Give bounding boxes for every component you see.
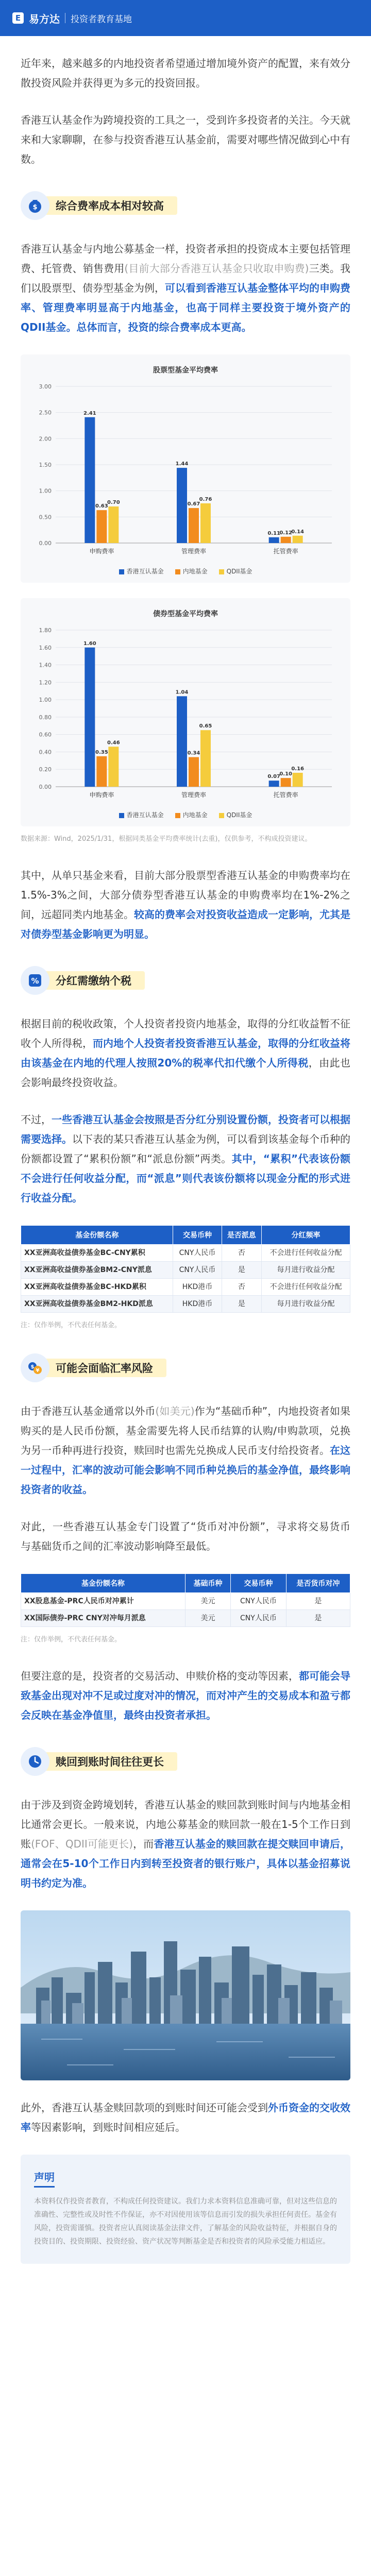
fx-paragraph-3 [21,1666,350,1725]
skyline-illustration [21,1910,350,2080]
legend-label: 内地基金 [182,568,208,575]
data-label: 0.11 [267,530,281,536]
data-label: 1.04 [175,689,189,696]
tax-percent-icon [21,966,49,995]
clock-icon [21,1747,49,1776]
legend-item [219,567,252,575]
data-label: 0.07 [267,774,281,780]
text-span: 由于涉及到资金跨境划转，香港互认基金的赎回款到账时间与内地基金相比通常会更长。一般来说，内地公募基金的赎回款一般在1-5个工作日到账 [21,1799,350,1850]
table-cell: 每月进行收益分配 [262,1296,350,1313]
stock-fee-chart-plot [29,378,342,564]
table-header: 是否货币对冲 [286,1574,350,1593]
bar [189,508,199,543]
highlight-span: 可以看到香港互认基金整体平均的申购费率、管理费率明显高于内地基金，也高于同样主要投资于境外资产的QDII基金。总体而言，投资的综合费率成本更高。 [21,282,350,333]
brand-logo-icon: E [12,12,24,24]
highlight-span: 外币资金的交收效率 [21,2102,350,2133]
section-heading-fx [21,1352,350,1384]
y-tick-label: 1.00 [39,697,52,704]
data-label: 0.34 [187,750,200,756]
bar [293,773,303,787]
text-span: 三类。我们以股票型、债券型基金为例， [21,262,351,294]
x-tick-label: 托管费率 [273,548,298,555]
currency-exchange-icon [21,1353,49,1382]
bar [177,468,187,543]
disclaimer-title: 声明 [34,2169,55,2188]
bar [96,756,107,787]
table-row [21,1296,350,1313]
table-cell: XX亚洲高收益债券基金BC-CNY累积 [21,1245,173,1262]
y-tick-label: 3.00 [39,383,52,390]
bar [85,417,95,543]
table-cell: XX亚洲高收益债券基金BC-HKD累积 [21,1279,173,1296]
table-cell: 否 [222,1279,262,1296]
table-row [21,1279,350,1296]
table-cell: 不会进行任何收益分配 [262,1279,350,1296]
section-title: 综合费率成本相对较高 [44,196,177,215]
text-span: 以下表的某只香港互认基金为例，可以看到该基金每个币种的份额都设置了“累积份额”和“派息份额”两类。 [21,1133,350,1165]
legend-item [119,810,164,819]
y-tick-label: 0.00 [39,784,52,790]
table-header: 交易币种 [231,1574,286,1593]
redemption-paragraph-2 [21,2098,350,2137]
table-cell: HKD港币 [173,1279,222,1296]
data-label: 0.65 [199,723,212,730]
text-span: 香港互认基金与内地公募基金一样，投资者承担的投资成本主要包括管理费、托管费、销售费用 [21,243,350,275]
header-subtitle: 投资者教育基地 [71,14,132,25]
text-note-span: (目前大部分香港互认基金只收取申购费) [124,262,309,275]
text-span: 等因素影响，到账时间相应延后。 [31,2121,185,2133]
fx-paragraph-1 [21,1401,350,1499]
data-label: 1.60 [83,640,96,647]
brand-name: 易方达 [29,13,60,25]
y-tick-label: 1.80 [39,627,52,634]
bar [269,781,279,787]
y-tick-label: 0.60 [39,731,52,738]
x-tick-label: 申购费率 [89,548,114,555]
data-label: 0.70 [107,500,120,506]
stock-fee-chart [21,354,350,583]
data-label: 0.12 [279,530,293,536]
legend-item [175,810,208,819]
legend-label: QDII基金 [226,568,252,575]
bond-fee-chart [21,598,350,826]
legend-label: QDII基金 [226,811,252,819]
highlight-span: 而内地个人投资者投资香港互认基金，取得的分红收益将由该基金在内地的代理人按照20%的税率代扣代缴个人所得税 [21,1037,350,1069]
table-cell: CNY人民币 [173,1262,222,1279]
table-header-row [21,1226,350,1245]
text-span: ，而 [133,1838,154,1850]
table-cell: XX亚洲高收益债券基金BM2-HKD派息 [21,1296,173,1313]
x-tick-label: 管理费率 [181,791,207,799]
intro-paragraph-1: 近年来，越来越多的内地投资者希望通过增加境外资产的配置，来有效分散投资风险并获得更为多元的投资回报。 [21,57,350,89]
highlight-span: 都可能会导致基金出现对冲不足或过度对冲的情况，而对冲产生的交易成本和盈亏都会反映在基金净值里，最终由投资者承担。 [21,1670,350,1721]
text-span: 作为“基础币种”，内地投资者如果购买的是人民币份额，基金需要先将人民币结算的认购/申购款项，兑换为另一币种再进行投资，赎回时也需先兑换成人民币支付给投资者。 [21,1405,351,1456]
legend-item [175,567,208,575]
text-note-span: (如美元) [155,1405,195,1417]
highlight-span: 一些香港互认基金会按照是否分红分别设置份额，投资者可以根据需要选择。 [21,1113,350,1145]
header-bar [0,0,371,36]
y-tick-label: 0.00 [39,540,52,547]
y-tick-label: 1.00 [39,487,52,495]
data-label: 2.41 [83,410,96,416]
table-cell: CNY人民币 [231,1610,286,1627]
svg-text:%: % [31,976,39,986]
table-header: 分红频率 [262,1226,350,1245]
bar [281,537,291,543]
table-cell: XX股息基金-PRC人民币对冲累计 [21,1593,185,1610]
table-header: 基础币种 [185,1574,230,1593]
highlight-span: 香港互认基金的赎回款在提交赎回申请后，通常会在5-10个工作日内到转至投资者的银行账户，具体以基金招募说明书约定为准。 [21,1838,351,1889]
legend-label: 香港互认基金 [126,568,164,575]
table-cell: XX亚洲高收益债券基金BM2-CNY派息 [21,1262,173,1279]
svg-text:¥: ¥ [36,1368,40,1374]
chart-title: 股票型基金平均费率 [153,366,218,375]
bar [200,730,211,787]
data-label: 0.76 [199,496,212,502]
bar [281,778,291,787]
table-cell: 是 [222,1296,262,1313]
text-span: ，由此也会影响最终投资收益。 [21,1057,351,1089]
table-header: 基金份额名称 [21,1226,173,1245]
data-label: 1.44 [175,461,189,467]
bar [293,536,303,543]
svg-text:$: $ [32,204,38,211]
bar [200,503,211,543]
chart-legend [29,810,342,819]
text-span: 不过， [21,1113,52,1126]
redemption-paragraph-1 [21,1795,350,1893]
data-label: 0.10 [279,771,293,777]
table-note: 注：仅作举例，不代表任何基金。 [21,1321,122,1329]
chart-title: 债券型基金平均费率 [153,610,218,618]
bar [269,537,279,543]
disclaimer-text: 本资料仅作投资者教育，不构成任何投资建议。我们力求本资料信息准确可靠，但对这些信息的准确性、完整性或及时性不作保证，亦不对因使用该等信息而引发的损失承担任何责任。基金有风险，投资需谨慎。投资者应认真阅读基金法律文件，了解基金的风险收益特征，并根据自身的投资目的、投资期限、投资经验、资产状况等判断基金是否和投资者的风险承受能力相适应。 [34,2197,337,2246]
bond-fee-chart-plot [29,622,342,807]
table-row [21,1610,350,1627]
bar [108,506,119,543]
legend-label: 香港互认基金 [126,811,164,819]
highlight-span: 较高的费率会对投资收益造成一定影响，尤其是对债券型基金影响更为明显。 [21,908,350,940]
fees-paragraph-1 [21,239,350,337]
table-cell: HKD港币 [173,1296,222,1313]
x-tick-label: 管理费率 [181,548,207,555]
data-label: 0.14 [291,529,305,535]
legend-item [219,810,252,819]
text-span: 根据目前的税收政策，个人投资者投资内地基金，取得的分红收益暂不征收个人所得税， [21,1018,350,1049]
legend-label: 内地基金 [182,811,208,819]
section-title: 赎回到账时间往往更长 [44,1752,177,1771]
table-header: 交易币种 [173,1226,222,1245]
y-tick-label: 0.50 [39,514,52,521]
bar [85,648,95,787]
table-cell: 否 [222,1245,262,1262]
table-row [21,1245,350,1262]
section-title: 分红需缴纳个税 [44,971,145,990]
intro-paragraph-2: 香港互认基金作为跨境投资的工具之一，受到许多投资者的关注。今天就来和大家聊聊，在参与投资香港互认基金前，需要对哪些情况做到心中有数。 [21,114,350,165]
table-header: 是否派息 [222,1226,262,1245]
text-span: 此外，香港互认基金赎回款项的到账时间还可能会受到 [21,2102,268,2114]
table-cell: CNY人民币 [173,1245,222,1262]
dividend-share-table [21,1225,350,1313]
section-title: 可能会面临汇率风险 [44,1359,166,1377]
fees-paragraph-2 [21,866,350,944]
table-note: 注：仅作举例，不代表任何基金。 [21,1636,122,1643]
y-tick-label: 0.20 [39,766,52,773]
bar [189,757,199,787]
data-label: 0.16 [291,766,305,772]
y-tick-label: 1.40 [39,662,52,669]
y-tick-label: 0.40 [39,749,52,756]
y-tick-label: 2.50 [39,409,52,416]
tax-paragraph-2 [21,1110,350,1208]
chart-source-note: 数据来源：Wind，2025/1/31，根据同类基金平均费率统计(去重)，仅供参考，不构成投资建议。 [21,835,312,843]
text-span: 但要注意的是，投资者的交易活动、申赎价格的变动等因素， [21,1670,299,1682]
section-heading-tax [21,964,350,996]
y-tick-label: 1.20 [39,679,52,686]
y-tick-label: 0.80 [39,714,52,721]
svg-text:$: $ [30,1364,35,1370]
section-heading-redemption [21,1745,350,1777]
table-cell: 美元 [185,1593,230,1610]
hong-kong-skyline-image [21,1910,350,2080]
hedged-share-table [21,1573,350,1627]
section-heading-fees [21,190,350,222]
table-cell: 不会进行任何收益分配 [262,1245,350,1262]
text-span: 其中，从单只基金来看，目前大部分股票型香港互认基金的申购费率均在1.5%-3%之间，大部分债券型香港互认基金的申购费率均在1%-2%之间，远超同类内地基金。 [21,869,350,921]
table-cell: 每月进行收益分配 [262,1262,350,1279]
data-label: 0.35 [95,749,108,755]
table-row [21,1593,350,1610]
data-label: 0.46 [107,740,120,746]
y-tick-label: 1.50 [39,462,52,468]
x-tick-label: 托管费率 [273,791,298,799]
table-cell: 是 [286,1593,350,1610]
table-cell: 是 [222,1262,262,1279]
bar [177,696,187,787]
table-row [21,1262,350,1279]
disclaimer-box [21,2155,350,2264]
text-span: 由于香港互认基金通常以外币 [21,1405,156,1417]
table-cell: 美元 [185,1610,230,1627]
money-bag-icon [21,191,49,220]
tax-paragraph-1 [21,1014,350,1092]
fx-paragraph-2: 对此，一些香港互认基金专门设置了“货币对冲份额”，寻求将交易货币与基础货币之间的汇率波动影响降至最低。 [21,1520,350,1552]
table-header: 基金份额名称 [21,1574,185,1593]
table-cell: CNY人民币 [231,1593,286,1610]
highlight-span: 在这一过程中，汇率的波动可能会影响不同币种兑换后的基金净值，最终影响投资者的收益。 [21,1444,350,1496]
table-cell: XX国际债券-PRC CNY对冲每月派息 [21,1610,185,1627]
data-label: 0.63 [95,503,108,510]
data-label: 0.67 [187,501,200,507]
legend-item [119,567,164,575]
table-cell: 是 [286,1610,350,1627]
bar [96,510,107,543]
y-tick-label: 2.00 [39,435,52,443]
x-tick-label: 申购费率 [89,791,114,799]
highlight-span: 其中，“累积”代表该份额不会进行任何收益分配，而“派息”则代表该份额将以现金分配的形式进行收益分配。 [21,1153,350,1204]
article-body [0,36,371,2264]
bar [108,747,119,787]
text-note-span: (FOF、QDII可能更长) [31,1838,133,1850]
table-header-row [21,1574,350,1593]
chart-legend [29,567,342,575]
y-tick-label: 1.60 [39,644,52,651]
